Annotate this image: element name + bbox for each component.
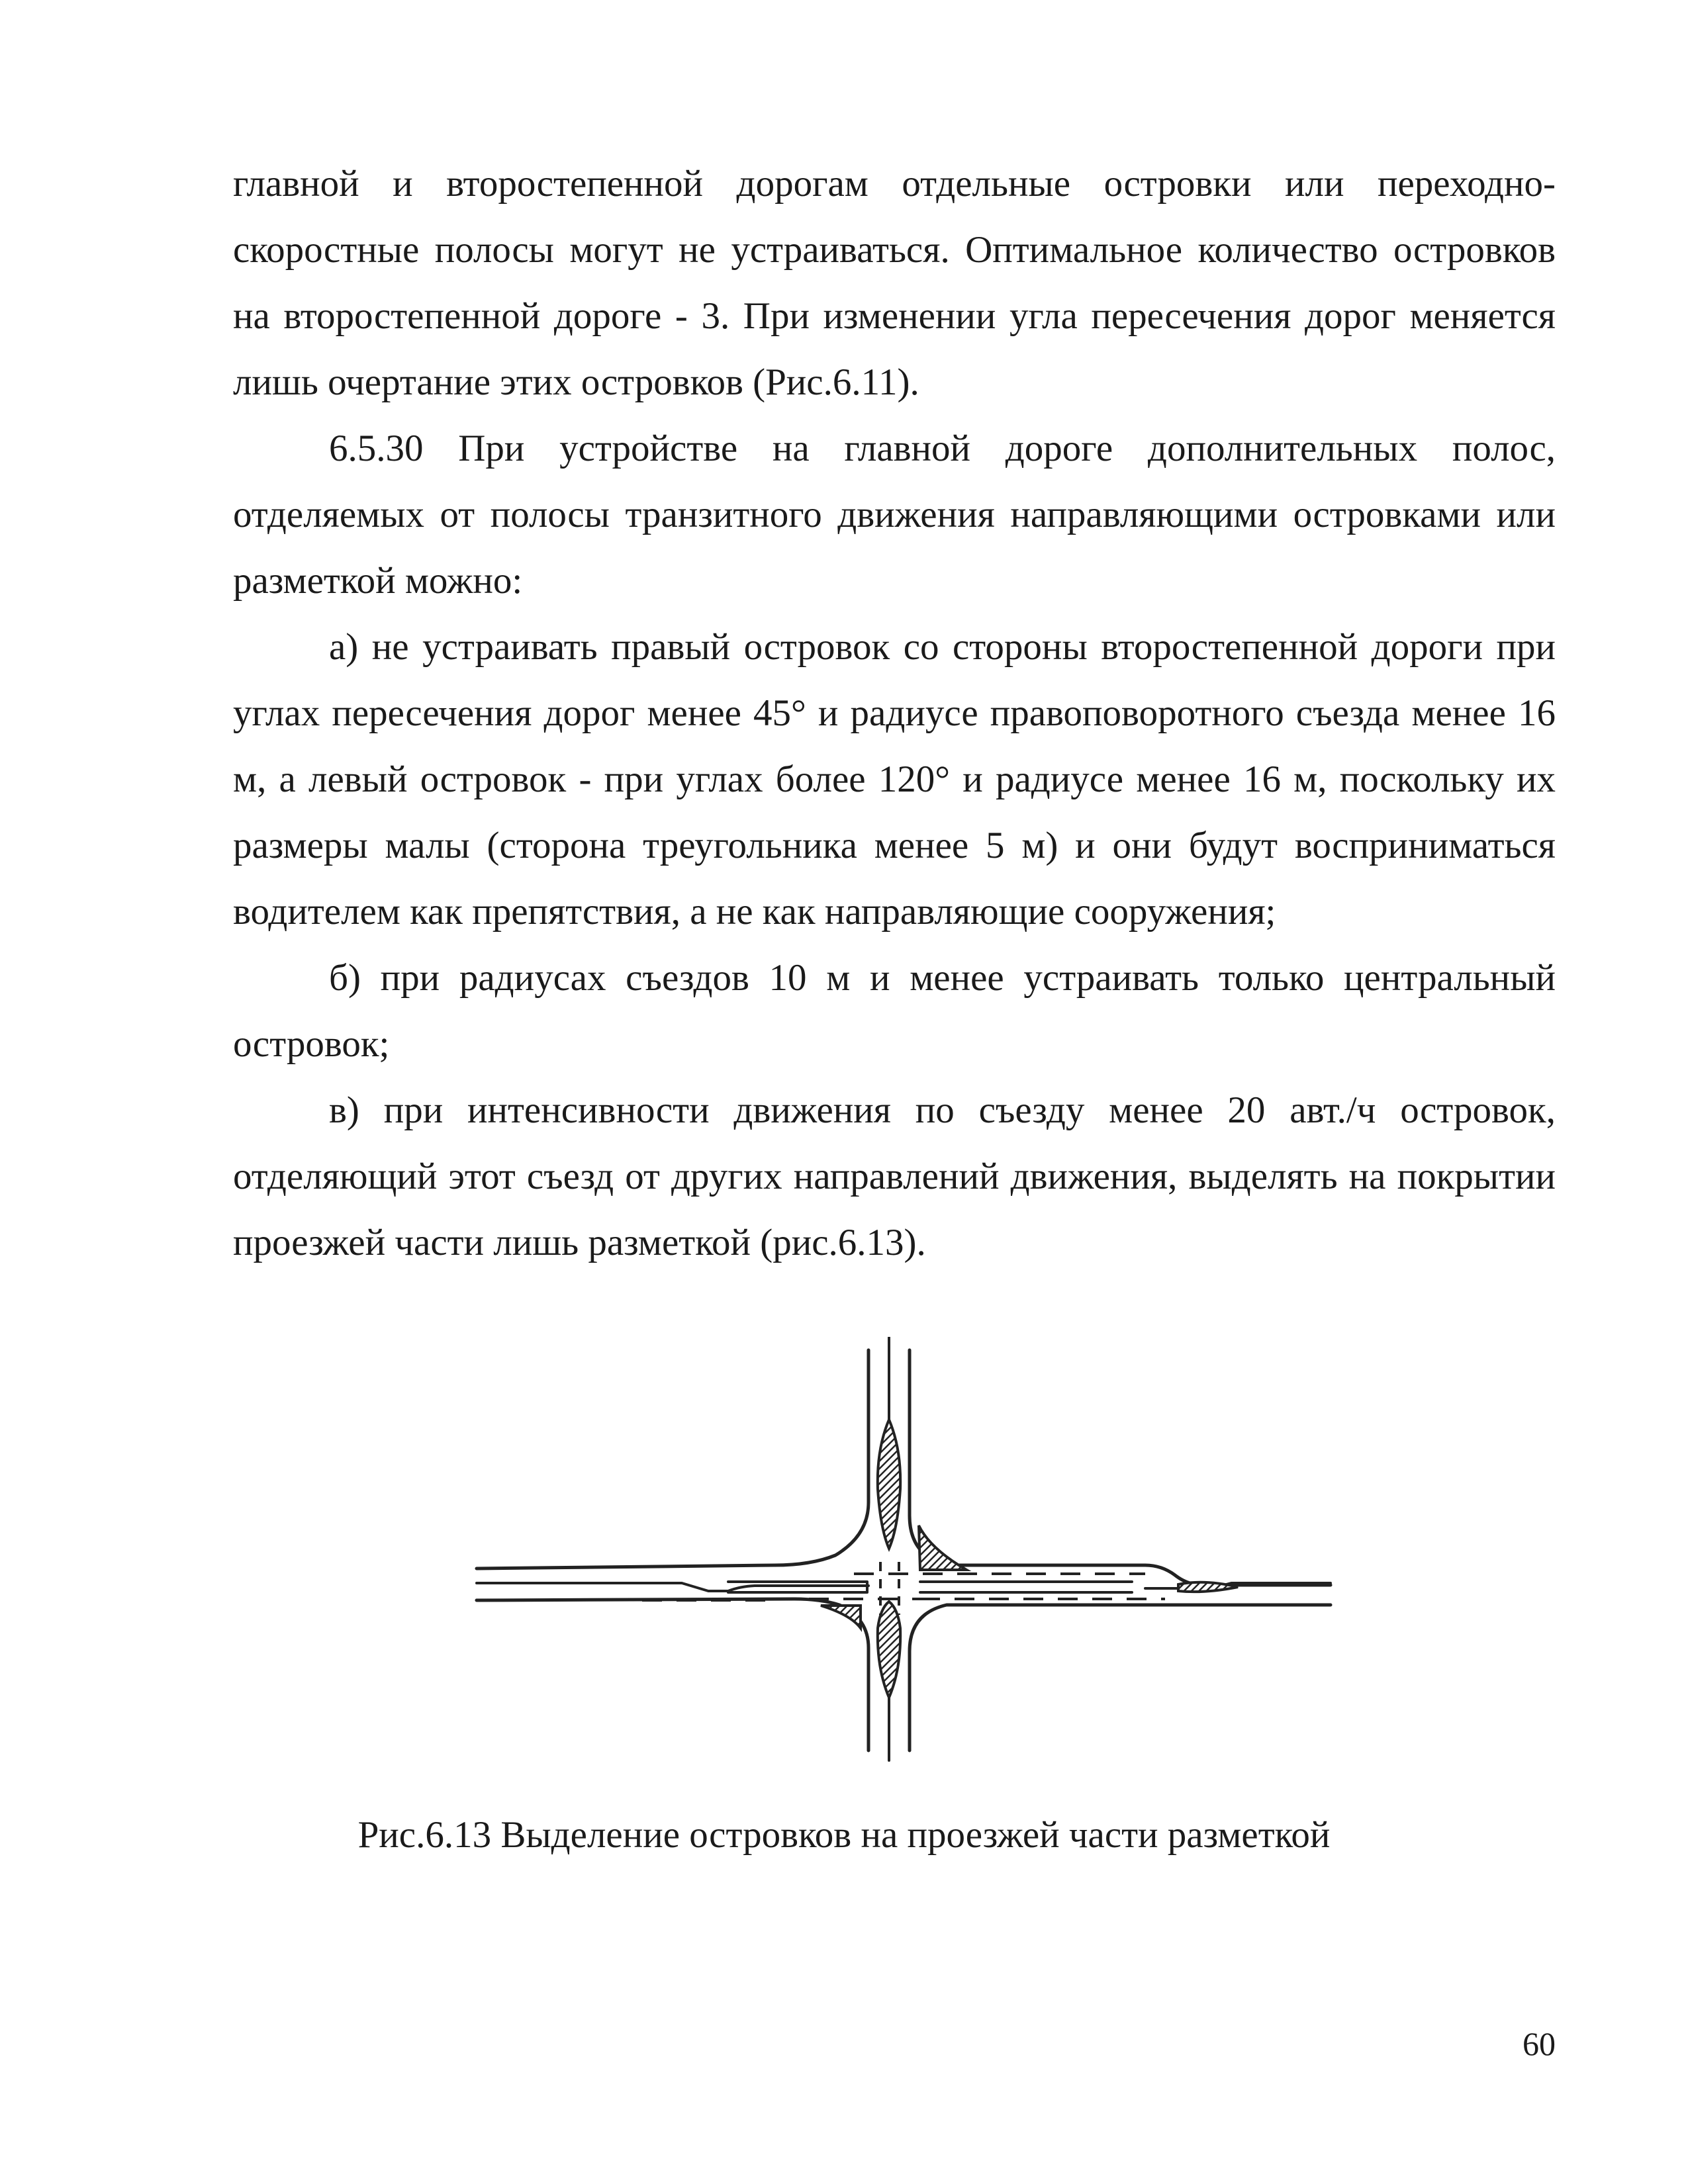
road-centerline: [477, 1583, 868, 1591]
central-island-bottom: [878, 1602, 900, 1698]
intersection-diagram: [463, 1337, 1350, 1767]
right-island-top: [919, 1525, 966, 1570]
list-item-b: б) при радиусах съездов 10 м и менее устраивать только центральный островок;: [233, 957, 1556, 1065]
paragraph-continuation: главной и второстепенной дорогам отдельные островки или переходно-скоростные полосы могут не устраиваться. Оптимальное количество островков на второстепенной дороге - 3. При изменении угла пересечения дорог меняется лишь очертание этих островков (Рис.6.11).: [233, 163, 1556, 403]
road-edge: [910, 1605, 1331, 1751]
list-item-v: в) при интенсивности движения по съезду менее 20 авт./ч островок, отделяющий этот съезд от других направлений движения, выделять на покрытии проезжей части лишь разметкой (рис.6.13).: [233, 1089, 1556, 1263]
road-edge: [910, 1350, 1331, 1585]
body-text: [233, 151, 1556, 1276]
central-island-top: [878, 1420, 900, 1549]
figure-caption: Рис.6.13 Выделение островков на проезжей части разметкой: [357, 1814, 1331, 1856]
list-item-a: а) не устраивать правый островок со стороны второстепенной дороги при углах пересечения дорог менее 45° и радиусе правоповоротного съезда менее 16 м, а левый островок - при углах более 120° и радиусе менее 16 м, поскольку их размеры малы (сторона треугольника менее 5 м) и они будут восприниматься водителем как препятствия, а не как направляющие сооружения;: [233, 626, 1556, 933]
road-edge: [477, 1599, 868, 1751]
road-edge: [477, 1350, 868, 1569]
page-number: 60: [1523, 2025, 1556, 2062]
paragraph-6-5-30: 6.5.30 При устройстве на главной дороге дополнительных полос, отделяемых от полосы транзитного движения направляющими островками или разметкой можно:: [233, 428, 1556, 602]
left-island-bottom: [821, 1606, 861, 1628]
intersection-figure: [463, 1337, 1350, 1767]
